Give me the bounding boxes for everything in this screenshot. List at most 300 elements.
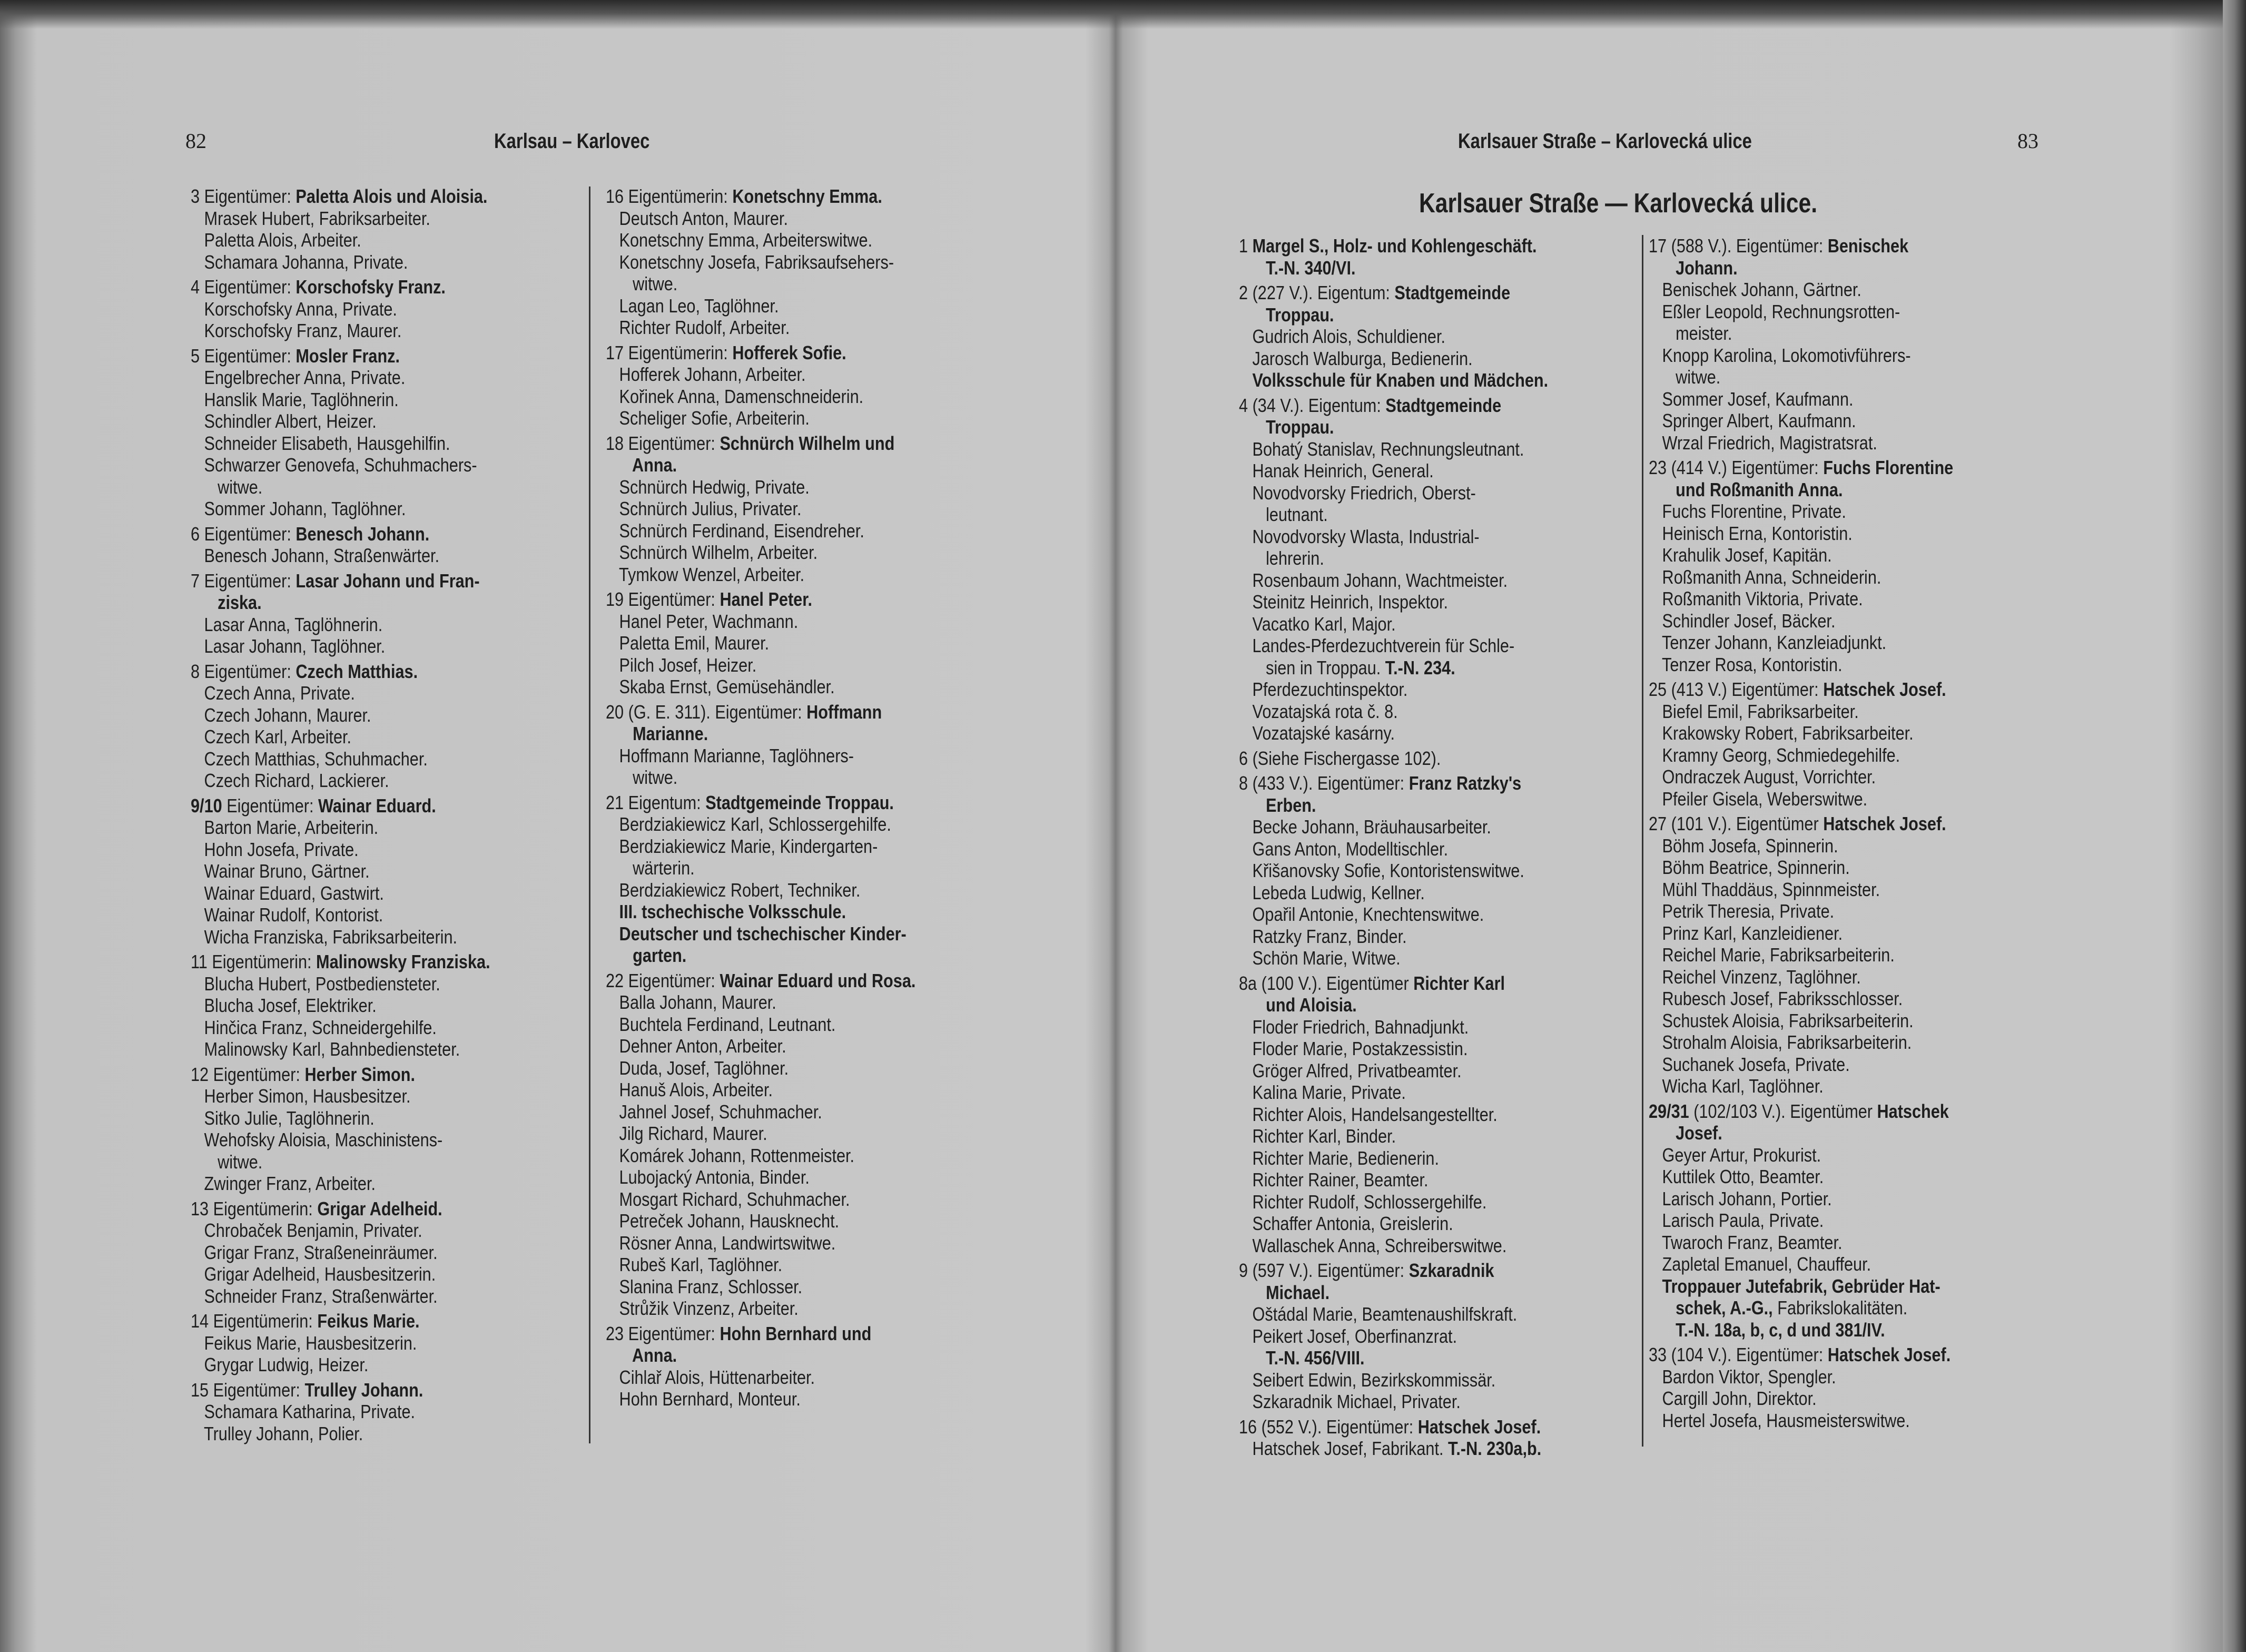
bold-text: Trulley Johann.	[304, 1379, 423, 1401]
directory-line	[191, 345, 490, 367]
bold-text: 9/10	[191, 794, 227, 817]
directory-line	[1239, 657, 1548, 679]
directory-line	[1239, 1016, 1548, 1038]
bold-text: Benischek	[1827, 235, 1909, 257]
directory-line	[1239, 772, 1548, 794]
text: sien in Troppau.	[1239, 656, 1385, 678]
bold-text: Stadtgemeinde	[1394, 282, 1511, 303]
text: Becke Johann, Bräuhausarbeiter.	[1239, 816, 1491, 838]
text: Schustek Aloisia, Fabriksarbeiterin.	[1649, 1009, 1914, 1031]
text: Jarosch Walburga, Bedienerin.	[1239, 347, 1473, 369]
bold-text: Stadtgemeinde Troppau.	[705, 791, 894, 813]
directory-line	[1239, 1416, 1548, 1438]
directory-line	[1239, 326, 1548, 348]
text: Cargill John, Direktor.	[1649, 1388, 1817, 1409]
directory-line	[606, 1145, 915, 1167]
directory-line	[191, 410, 490, 432]
bold-text: Hatschek Josef.	[1823, 813, 1946, 834]
directory-line	[1239, 282, 1548, 304]
text: 16 Eigentümerin:	[606, 185, 733, 207]
directory-line	[606, 363, 915, 386]
text: witwe.	[191, 1150, 263, 1173]
directory-line	[1239, 994, 1548, 1016]
text: Hanel Peter, Wachmann.	[606, 610, 799, 632]
text: Rubesch Josef, Fabriksschlosser.	[1649, 988, 1903, 1009]
text: witwe.	[606, 273, 678, 294]
text: Chrobaček Benjamin, Privater.	[191, 1220, 422, 1241]
directory-line	[606, 386, 915, 408]
directory-line	[191, 1354, 490, 1376]
directory-line	[606, 1166, 915, 1188]
directory-line	[1239, 438, 1548, 460]
bold-text: und Roßmanith Anna.	[1649, 478, 1843, 500]
directory-line	[1239, 701, 1548, 723]
bold-text: Anna.	[606, 1344, 677, 1366]
text: 8a (100 V.). Eigentümer	[1239, 972, 1414, 994]
directory-line	[1649, 1075, 1953, 1097]
text: Knopp Karolina, Lokomotivführers-	[1649, 344, 1911, 366]
directory-line	[606, 970, 915, 992]
text: leutnant.	[1239, 504, 1328, 525]
directory-line	[1649, 944, 1953, 966]
text: Scheliger Sofie, Arbeiterin.	[606, 407, 810, 429]
bold-text: Michael.	[1239, 1281, 1330, 1303]
bold-text: Franz Ratzky's	[1408, 772, 1522, 794]
text: Ondraczek August, Vorrichter.	[1649, 766, 1876, 788]
directory-line	[1649, 1344, 1953, 1366]
bold-text: Lasar Johann und Fran-	[295, 569, 480, 592]
text: Opařil Antonie, Knechtenswitwe.	[1239, 903, 1484, 925]
text: Konetschny Josefa, Fabriksaufsehers-	[606, 251, 894, 273]
directory-line	[1649, 922, 1953, 945]
directory-line	[191, 1379, 490, 1401]
bold-text: T.-N. 340/VI.	[1239, 257, 1356, 279]
text: Tenzer Johann, Kanzleiadjunkt.	[1649, 632, 1887, 653]
text: witwe.	[1649, 366, 1721, 388]
text: 33 (104 V.). Eigentümer:	[1649, 1344, 1828, 1365]
text: Böhm Josefa, Spinnerin.	[1649, 834, 1838, 857]
directory-line	[191, 973, 490, 995]
directory-line	[191, 1332, 490, 1354]
directory-line	[606, 723, 915, 745]
text: Gans Anton, Modelltischler.	[1239, 838, 1449, 860]
text: Hanuš Alois, Arbeiter.	[606, 1079, 773, 1100]
text: Benesch Johann, Straßenwärter.	[191, 545, 440, 566]
bold-text: Feikus Marie.	[317, 1310, 420, 1332]
directory-line	[191, 817, 490, 839]
directory-line	[1239, 1438, 1548, 1460]
directory-line	[1649, 1054, 1953, 1076]
text: Czech Anna, Private.	[191, 682, 355, 704]
directory-line	[606, 1276, 915, 1298]
directory-line	[191, 298, 490, 320]
text: Korschofsky Anna, Private.	[191, 298, 397, 320]
directory-line	[1239, 613, 1548, 635]
text: Malinowsky Karl, Bahnbediensteter.	[191, 1038, 460, 1060]
text: 4 Eigentümer:	[191, 276, 296, 298]
directory-line	[191, 1173, 490, 1195]
directory-line	[1649, 301, 1953, 323]
directory-line	[606, 1057, 915, 1079]
directory-line	[191, 682, 490, 704]
text: Hanslik Marie, Taglöhnerin.	[191, 388, 399, 410]
directory-line	[1649, 345, 1953, 367]
directory-line	[1649, 701, 1953, 723]
bold-text: ziska.	[191, 592, 262, 613]
text: Czech Richard, Lackierer.	[191, 770, 389, 791]
directory-line	[1239, 722, 1548, 744]
text: Ratzky Franz, Binder.	[1239, 925, 1407, 947]
text: lehrerin.	[1239, 547, 1324, 569]
text: 17 Eigentümerin:	[606, 341, 733, 363]
text: 22 Eigentümer:	[606, 969, 720, 991]
directory-line	[191, 432, 490, 455]
directory-line	[1239, 1125, 1548, 1147]
directory-line	[191, 1129, 490, 1151]
text: Wainar Eduard, Gastwirt.	[191, 882, 384, 904]
directory-line	[191, 1220, 490, 1242]
directory-line	[606, 1014, 915, 1036]
text: Bardon Viktor, Spengler.	[1649, 1365, 1836, 1388]
directory-line	[1649, 722, 1953, 744]
directory-line	[191, 882, 490, 904]
directory-line	[191, 704, 490, 726]
directory-line	[1649, 1410, 1953, 1432]
directory-line	[1649, 410, 1953, 432]
directory-line	[1649, 279, 1953, 301]
bold-text: Grigar Adelheid.	[317, 1197, 442, 1220]
bold-text: Malinowsky Franziska.	[316, 951, 490, 972]
text: Heinisch Erna, Kontoristin.	[1649, 522, 1853, 544]
text: Schön Marie, Witwe.	[1239, 947, 1401, 969]
directory-line	[1239, 1038, 1548, 1060]
directory-line	[1649, 1188, 1953, 1210]
directory-line	[191, 904, 490, 926]
text: Wicha Franziska, Fabriksarbeiterin.	[191, 926, 458, 948]
bold-text: T.-N. 234.	[1385, 656, 1455, 678]
directory-line	[191, 748, 490, 770]
directory-line	[1649, 1122, 1953, 1144]
directory-line	[606, 273, 915, 295]
text: 16 (552 V.). Eigentümer:	[1239, 1415, 1418, 1438]
text: Sommer Johann, Taglöhner.	[191, 498, 406, 519]
text: Rosenbaum Johann, Wachtmeister.	[1239, 569, 1508, 591]
directory-line	[191, 1198, 490, 1220]
text: Feikus Marie, Hausbesitzerin.	[191, 1332, 417, 1354]
text: Tymkow Wenzel, Arbeiter.	[606, 563, 805, 585]
bold-text: Hatschek	[1877, 1100, 1949, 1122]
directory-line	[1649, 523, 1953, 545]
directory-line	[191, 1263, 490, 1285]
text: Mühl Thaddäus, Spinnmeister.	[1649, 878, 1880, 900]
bold-text: Korschofsky Franz.	[295, 276, 446, 298]
directory-line	[191, 1423, 490, 1445]
text: Berdziakiewicz Marie, Kindergarten-	[606, 835, 878, 857]
directory-line	[191, 251, 490, 273]
text: Paletta Emil, Maurer.	[606, 632, 770, 654]
directory-line	[606, 792, 915, 814]
directory-line	[606, 1232, 915, 1254]
directory-line	[1239, 1282, 1548, 1304]
directory-line	[606, 454, 915, 476]
directory-line	[1649, 235, 1953, 257]
directory-line	[1649, 1388, 1953, 1410]
text: Wrzal Friedrich, Magistratsrat.	[1649, 431, 1877, 454]
bold-text: und Aloisia.	[1239, 994, 1357, 1016]
directory-line	[191, 367, 490, 389]
text: Jahnel Josef, Schuhmacher.	[606, 1100, 822, 1123]
left-column-2	[606, 185, 974, 1410]
text: 27 (101 V.). Eigentümer	[1649, 813, 1824, 834]
text: Richter Rudolf, Arbeiter.	[606, 317, 790, 338]
directory-line	[606, 1366, 915, 1389]
directory-line	[1649, 257, 1953, 279]
text: Duda, Josef, Taglöhner.	[606, 1057, 789, 1079]
text: Petrik Theresia, Private.	[1649, 900, 1835, 922]
text: Hatschek Josef, Fabrikant.	[1239, 1438, 1449, 1459]
directory-line	[191, 951, 490, 973]
directory-line	[1649, 457, 1953, 479]
directory-line	[606, 342, 915, 364]
text: 9 (597 V.). Eigentümer:	[1239, 1260, 1409, 1281]
directory-line	[606, 251, 915, 273]
directory-line	[606, 1079, 915, 1101]
directory-line	[1649, 610, 1953, 632]
directory-line	[1649, 1297, 1953, 1319]
directory-line	[1239, 369, 1548, 391]
bold-text: Paletta Alois und Aloisia.	[295, 185, 488, 207]
text: Kuttilek Otto, Beamter.	[1649, 1166, 1824, 1187]
directory-line	[191, 498, 490, 520]
directory-line	[1239, 678, 1548, 701]
directory-line	[606, 542, 915, 564]
bold-text: Hatschek Josef.	[1827, 1344, 1951, 1365]
text: 6 (Siehe Fischergasse 102).	[1239, 747, 1441, 769]
text: Rubeš Karl, Taglöhner.	[606, 1254, 783, 1275]
directory-line	[1649, 1253, 1953, 1275]
directory-line	[606, 1344, 915, 1366]
right-column-2	[1649, 235, 2011, 1431]
directory-line	[1239, 972, 1548, 995]
text: Vozatajské kasárny.	[1239, 722, 1395, 744]
directory-line	[606, 1297, 915, 1320]
directory-line	[1649, 388, 1953, 410]
text: Krahulik Josef, Kapitän.	[1649, 544, 1832, 566]
text: 21 Eigentum:	[606, 791, 706, 813]
bold-text: T.-N. 456/VIII.	[1239, 1347, 1365, 1369]
bold-text: Troppau.	[1239, 303, 1334, 326]
directory-line	[606, 813, 915, 835]
directory-line	[191, 839, 490, 861]
directory-line	[191, 276, 490, 298]
bold-text: Troppau.	[1239, 416, 1334, 438]
bold-text: Erben.	[1239, 794, 1316, 816]
directory-line	[1649, 879, 1953, 901]
column-rule	[589, 186, 590, 1443]
text: Lubojacký Antonia, Binder.	[606, 1166, 810, 1188]
running-head: Karlsauer Straße – Karlovecká ulice	[1458, 130, 1752, 153]
text: Kalina Marie, Private.	[1239, 1081, 1406, 1103]
directory-line	[606, 1035, 915, 1057]
text: Schamara Johanna, Private.	[191, 251, 408, 273]
text: Landes-Pferdezuchtverein für Schle-	[1239, 635, 1515, 656]
directory-line	[1239, 838, 1548, 860]
directory-line	[1649, 988, 1953, 1010]
text: Geyer Artur, Prokurist.	[1649, 1144, 1821, 1166]
text: 23 (414 V.) Eigentümer:	[1649, 457, 1824, 478]
column-rule	[1642, 235, 1643, 1447]
directory-line	[191, 1401, 490, 1423]
text: meister.	[1649, 322, 1732, 344]
directory-line	[191, 185, 490, 208]
directory-line	[606, 676, 915, 698]
directory-line	[1649, 566, 1953, 588]
text: Wicha Karl, Taglöhner.	[1649, 1075, 1824, 1097]
text: Zapletal Emanuel, Chauffeur.	[1649, 1253, 1871, 1275]
text: 1	[1239, 235, 1253, 257]
bold-text: Hoffmann	[806, 701, 882, 723]
text: Petreček Johann, Hausknecht.	[606, 1210, 840, 1232]
directory-line	[606, 857, 915, 879]
directory-line	[606, 1101, 915, 1123]
text: Strůžik Vinzenz, Arbeiter.	[606, 1297, 799, 1319]
text: 15 Eigentümer:	[191, 1379, 305, 1401]
text: 8 (433 V.). Eigentümer:	[1239, 772, 1409, 794]
text: Wallaschek Anna, Schreiberswitwe.	[1239, 1234, 1507, 1256]
directory-line	[191, 523, 490, 545]
directory-line	[606, 1123, 915, 1145]
directory-line	[1649, 1319, 1953, 1341]
text: Hohn Josefa, Private.	[191, 838, 359, 860]
directory-line	[191, 995, 490, 1017]
directory-line	[1649, 479, 1953, 501]
text: Sitko Julie, Taglöhnerin.	[191, 1107, 375, 1129]
directory-line	[1239, 1169, 1548, 1191]
bold-text: garten.	[606, 945, 687, 966]
bold-text: Herber Simon.	[304, 1063, 416, 1085]
bold-text: 29/31	[1649, 1100, 1694, 1122]
text: Roßmanith Viktoria, Private.	[1649, 588, 1863, 609]
directory-line	[1649, 1232, 1953, 1254]
text: Hohn Bernhard, Monteur.	[606, 1388, 801, 1410]
text: Reichel Marie, Fabriksarbeiterin.	[1649, 944, 1895, 966]
directory-line	[606, 945, 915, 967]
text: Buchtela Ferdinand, Leutnant.	[606, 1013, 836, 1035]
directory-line	[191, 1242, 490, 1264]
bold-text: Anna.	[606, 454, 677, 476]
text: 14 Eigentümerin:	[191, 1310, 318, 1332]
text: Oštádal Marie, Beamtenaushilfskraft.	[1239, 1303, 1518, 1325]
directory-line	[606, 923, 915, 945]
directory-line	[191, 1151, 490, 1173]
bold-text: III. tschechische Volksschule.	[606, 901, 846, 922]
text: Paletta Alois, Arbeiter.	[191, 229, 361, 251]
directory-line	[1239, 816, 1548, 838]
text: Richter Marie, Bedienerin.	[1239, 1147, 1440, 1169]
right-column-1	[1239, 235, 1607, 1460]
bold-text: Schnürch Wilhelm und	[720, 432, 895, 454]
text: 4 (34 V.). Eigentum:	[1239, 394, 1386, 416]
bold-text: Richter Karl	[1413, 972, 1505, 994]
directory-line	[606, 1254, 915, 1276]
bold-text: Volksschule für Knaben und Mädchen.	[1239, 369, 1549, 391]
directory-line	[1239, 1081, 1548, 1104]
text: Prinz Karl, Kanzleidiener.	[1649, 922, 1843, 944]
text: Larisch Paula, Private.	[1649, 1210, 1824, 1231]
text: Schindler Albert, Heizer.	[191, 410, 377, 432]
bold-text: Hatschek Josef.	[1823, 678, 1946, 700]
directory-line	[191, 1038, 490, 1060]
directory-line	[1239, 304, 1548, 326]
directory-line	[606, 185, 915, 208]
directory-line	[191, 926, 490, 948]
text: Pilch Josef, Heizer.	[606, 654, 757, 676]
directory-line	[1239, 903, 1548, 926]
directory-line	[1649, 1144, 1953, 1166]
text: Wehofsky Aloisia, Maschinistens-	[191, 1129, 443, 1150]
directory-line	[191, 229, 490, 251]
page-number: 83	[2017, 129, 2038, 153]
text: 7 Eigentümer:	[191, 569, 296, 592]
text: Wainar Bruno, Gärtner.	[191, 860, 370, 882]
text: Biefel Emil, Fabriksarbeiter.	[1649, 700, 1859, 722]
text: Gröger Alfred, Privatbeamter.	[1239, 1059, 1462, 1081]
text: Vacatko Karl, Major.	[1239, 613, 1396, 635]
text: Richter Karl, Binder.	[1239, 1125, 1396, 1147]
directory-line	[606, 317, 915, 339]
directory-line	[1239, 1147, 1548, 1169]
text: Fabrikslokalitäten.	[1777, 1297, 1908, 1319]
text: Skaba Ernst, Gemüsehändler.	[606, 676, 835, 697]
directory-line	[606, 1188, 915, 1211]
text: (102/103 V.). Eigentümer	[1693, 1100, 1877, 1122]
directory-line	[606, 229, 915, 251]
directory-line	[1239, 947, 1548, 969]
bold-text: Deutscher und tschechischer Kinder-	[606, 922, 907, 945]
text: Lagan Leo, Taglöhner.	[606, 294, 779, 317]
directory-line	[191, 795, 490, 817]
directory-line	[606, 407, 915, 429]
directory-line	[1239, 526, 1548, 548]
text: Reichel Vinzenz, Taglöhner.	[1649, 966, 1861, 988]
text: Grygar Ludwig, Heizer.	[191, 1354, 369, 1375]
text: Deutsch Anton, Maurer.	[606, 207, 788, 229]
text: Czech Johann, Maurer.	[191, 704, 371, 726]
text: Mosgart Richard, Schuhmacher.	[606, 1188, 850, 1210]
bold-text: Margel S., Holz- und Kohlengeschäft.	[1252, 235, 1537, 257]
bold-text: Mosler Franz.	[295, 345, 400, 367]
directory-line	[1649, 1010, 1953, 1032]
text: 18 Eigentümer:	[606, 432, 720, 454]
directory-line	[1649, 900, 1953, 922]
directory-line	[191, 454, 490, 476]
directory-line	[606, 520, 915, 542]
directory-line	[606, 295, 915, 317]
bold-text: Konetschny Emma.	[732, 185, 882, 207]
text: Balla Johann, Maurer.	[606, 991, 776, 1013]
directory-line	[606, 208, 915, 230]
directory-line	[606, 498, 915, 520]
text: 5 Eigentümer:	[191, 345, 296, 367]
directory-line	[1239, 882, 1548, 904]
directory-line	[1649, 857, 1953, 879]
text: Seibert Edwin, Bezirkskommissär.	[1239, 1369, 1496, 1391]
text: Schneider Franz, Straßenwärter.	[191, 1285, 438, 1307]
directory-line	[1239, 257, 1548, 279]
text: Schnürch Wilhelm, Arbeiter.	[606, 542, 818, 563]
directory-line	[1649, 1275, 1953, 1297]
directory-line	[1239, 1260, 1548, 1282]
